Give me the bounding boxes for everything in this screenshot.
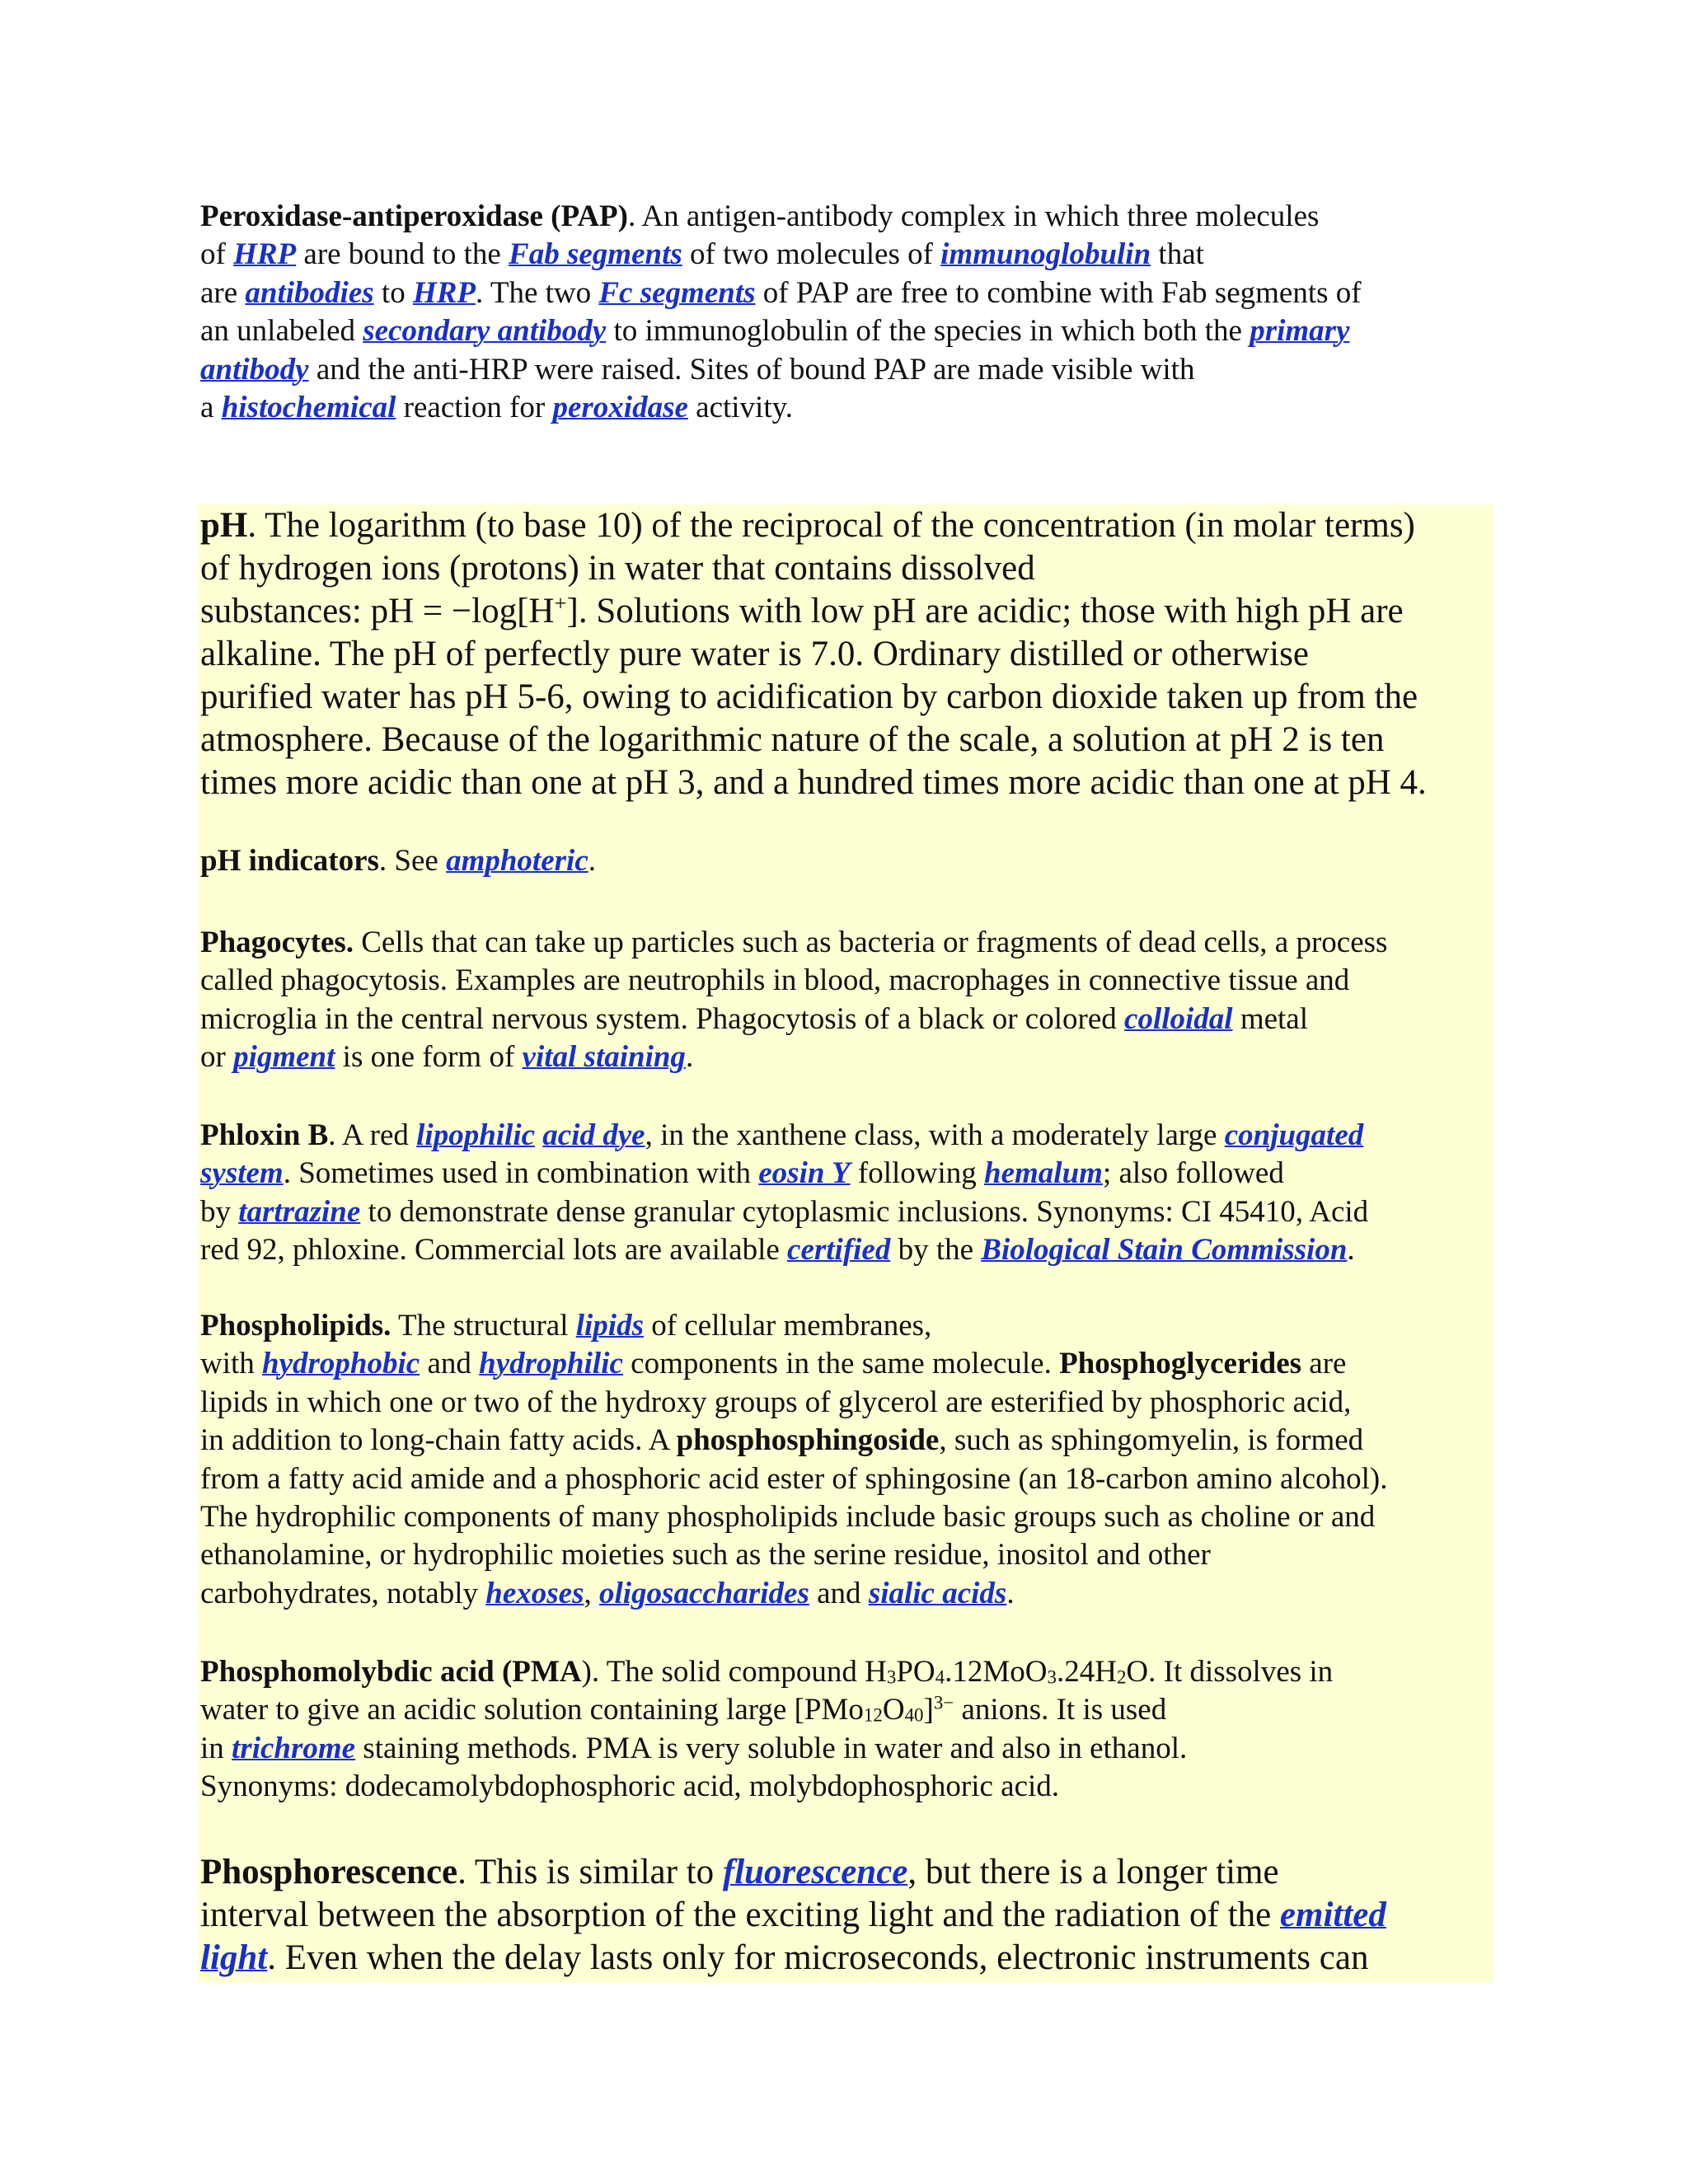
text: carbohydrates, notably [200,1576,486,1610]
text: , such as sphingomyelin, is formed [939,1423,1364,1458]
ph-line-7: times more acidic than one at pH 3, and a hundred times more acidic than one at pH 4. [200,763,1427,802]
link-antibodies[interactable]: antibodies [245,275,374,310]
text: are [1301,1347,1347,1381]
text: substances: pH = −log[H [200,592,555,630]
entry-phospholipids [200,1307,1490,1613]
pap-line-6 [200,389,1490,427]
phloxin-line-4 [200,1231,1490,1269]
entry-phosphorescence [200,1851,1490,1980]
link-trichrome[interactable]: trichrome [232,1731,356,1765]
phospho-line-4 [200,1422,1490,1460]
phago-line-3 [200,1001,1490,1038]
text: by [200,1194,239,1229]
link-fab-segments[interactable]: Fab segments [509,237,682,272]
pap-line-5 [200,351,1490,389]
link-histochemical[interactable]: histochemical [221,391,396,425]
text: reaction for [396,391,553,425]
text: of PAP are free to combine with Fab segments of [755,275,1362,310]
superscript: + [554,590,567,616]
term-ph: pH [200,506,248,545]
text: metal [1232,1001,1308,1036]
ph-line-6: atmosphere. Because of the logarithmic nature of the scale, a solution at pH 2 is ten [200,720,1385,759]
ph-line-1 [200,504,1490,547]
phospho-line-3: lipids in which one or two of the hydroxy groups of glycerol are esterified by phosphoric acid, [200,1385,1352,1419]
text: of [200,237,234,272]
phosph-line-3 [200,1937,1490,1980]
text: of two molecules of [682,237,941,272]
text: . See [378,844,447,878]
text: ] [923,1693,934,1727]
phosph-line-1 [200,1851,1490,1894]
link-colloidal[interactable]: colloidal [1124,1001,1233,1036]
link-immunoglobulin[interactable]: immunoglobulin [940,237,1151,272]
link-hrp-2[interactable]: HRP [412,275,476,310]
subscript: 3 [886,1666,897,1688]
entry-pma [200,1653,1490,1807]
link-acid-dye[interactable]: acid dye [542,1118,645,1152]
ph-line-2: of hydrogen ions (protons) in water that contains dissolved [200,549,1035,588]
entry-phagocytes [200,924,1490,1077]
link-vital-staining[interactable]: vital staining [522,1040,686,1075]
text: O [882,1693,905,1727]
link-fluorescence[interactable]: fluorescence [722,1853,908,1891]
text: a [200,391,222,425]
entry-pap [200,198,1490,427]
ph-line-5: purified water has pH 5-6, owing to acidification by carbon dioxide taken up from the [200,677,1418,716]
phospho-line-1 [200,1307,1490,1345]
text: , but there is a longer time [907,1853,1279,1891]
text: of cellular membranes, [643,1309,932,1343]
text: is one form of [335,1040,523,1075]
text: . [1006,1576,1015,1610]
text: by the [890,1233,982,1268]
text: interval between the absorption of the exciting light and the radiation of the [200,1896,1280,1934]
subscript: 2 [1116,1666,1127,1688]
link-amphoteric[interactable]: amphoteric [446,844,588,878]
subscript: 3 [1047,1666,1057,1688]
entry-ph [200,504,1490,804]
text: with [200,1347,263,1381]
link-primary-antibody[interactable]: primary [1250,314,1350,349]
link-hrp[interactable]: HRP [233,237,297,272]
link-hemalum[interactable]: hemalum [984,1156,1103,1191]
text: . [685,1040,694,1075]
text: that [1151,237,1204,272]
text: in [200,1731,232,1765]
term-phospholipids: Phospholipids. [200,1309,392,1343]
phloxin-line-1 [200,1117,1490,1155]
link-pigment[interactable]: pigment [233,1040,335,1075]
link-lipids[interactable]: lipids [575,1309,644,1343]
term-ph-indicators: pH indicators [200,844,379,878]
pma-line-2 [200,1691,1490,1729]
phospho-line-2 [200,1345,1490,1383]
term-pap: Peroxidase-antiperoxidase (PAP) [200,199,628,233]
text: following [850,1156,985,1191]
entry-phloxin-b [200,1117,1490,1270]
text: staining methods. PMA is very soluble in water and also in ethanol. [355,1731,1188,1765]
text: or [200,1040,234,1075]
text: , [584,1576,599,1610]
text: PO [896,1655,935,1689]
text: . Sometimes used in combination with [283,1156,759,1191]
link-biological-stain-commission[interactable]: Biological Stain Commission [981,1233,1348,1268]
text: water to give an acidic solution containing large [PMo [200,1693,864,1727]
text: to immunoglobulin of the species in which both the [606,314,1250,349]
text: . This is similar to [457,1853,723,1891]
text: . An antigen-antibody complex in which three molecules [627,199,1320,233]
phospho-line-5: from a fatty acid amide and a phosphoric acid ester of sphingosine (an 18-carbon amino alcohol). [200,1461,1388,1496]
ph-line-3 [200,590,1490,633]
phospho-line-7: ethanolamine, or hydrophilic moieties such as the serine residue, inositol and other [200,1538,1211,1572]
text: to demonstrate dense granular cytoplasmic inclusions. Synonyms: CI 45410, Acid [360,1194,1369,1229]
text: and [809,1576,869,1610]
phosph-line-2 [200,1894,1490,1937]
text: in addition to long-chain fatty acids. A [200,1423,677,1458]
phloxin-line-2 [200,1155,1490,1193]
link-sialic-acids[interactable]: sialic acids [868,1576,1007,1610]
text: . [588,844,596,878]
text: to [373,275,413,310]
text: ; also followed [1102,1156,1284,1191]
link-peroxidase[interactable]: peroxidase [552,391,688,425]
pap-line-4 [200,312,1490,350]
text: and the anti-HRP were raised. Sites of bound PAP are made visible with [308,352,1195,387]
link-emitted-light[interactable]: emitted [1279,1896,1386,1934]
link-primary-antibody-cont[interactable]: antibody [200,352,309,387]
pap-line-3 [200,274,1490,312]
text: . The logarithm (to base 10) of the reciprocal of the concentration (in molar terms) [247,506,1415,545]
text: . The two [476,275,599,310]
link-fc-segments[interactable]: Fc segments [598,275,756,310]
link-conjugated-system-cont[interactable]: system [200,1156,284,1191]
text: anions. It is used [954,1693,1167,1727]
link-conjugated-system[interactable]: conjugated [1224,1118,1364,1152]
text: .24H [1056,1655,1117,1689]
subscript: 4 [935,1666,945,1688]
term-phagocytes: Phagocytes. [200,926,354,959]
phago-line-4 [200,1038,1490,1076]
subscript: 40 [904,1704,924,1726]
text: are bound to the [296,237,509,272]
term-phosphoglycerides: Phosphoglycerides [1059,1347,1302,1381]
superscript: 3− [933,1692,954,1713]
link-hexoses[interactable]: hexoses [485,1576,584,1610]
link-hydrophilic[interactable]: hydrophilic [479,1347,623,1381]
link-lipophilic[interactable]: lipophilic [416,1118,536,1152]
phospho-line-6: The hydrophilic components of many phospholipids include basic groups such as choline or and [200,1500,1376,1535]
pma-line-4: Synonyms: dodecamolybdophosphoric acid, molybdophosphoric acid. [200,1769,1060,1804]
phloxin-line-3 [200,1193,1490,1231]
link-secondary-antibody[interactable]: secondary antibody [363,314,607,349]
term-phosphorescence: Phosphorescence [200,1853,458,1891]
text: ]. Solutions with low pH are acidic; those with high pH are [566,592,1404,630]
term-phloxin-b: Phloxin B [200,1118,329,1152]
link-hydrophobic[interactable]: hydrophobic [262,1347,420,1381]
text: . A red [328,1118,417,1152]
pma-line-3 [200,1730,1490,1768]
link-eosin-y[interactable]: eosin Y [758,1156,851,1191]
text: . Even when the delay lasts only for microseconds, electronic instruments can [267,1938,1369,1977]
phospho-line-8 [200,1575,1490,1613]
term-phosphosphingoside: phosphosphingoside [676,1423,940,1458]
text: activity. [687,391,793,425]
text: microglia in the central nervous system. Phagocytosis of a black or colored [200,1001,1125,1036]
text: and [420,1347,480,1381]
ph-line-4: alkaline. The pH of perfectly pure water is 7.0. Ordinary distilled or otherwise [200,635,1309,673]
link-tartrazine[interactable]: tartrazine [238,1194,361,1229]
text: components in the same molecule. [622,1347,1060,1381]
link-certified[interactable]: certified [787,1233,891,1268]
text: The structural [391,1309,576,1343]
pap-line-2 [200,236,1490,274]
term-pma: Phosphomolybdic acid (PMA [200,1655,582,1689]
subscript: 12 [863,1704,883,1726]
entry-ph-indicators [200,842,1490,880]
text: O. It dissolves in [1126,1655,1334,1689]
link-oligosaccharides[interactable]: oligosaccharides [598,1576,809,1610]
text: an unlabeled [200,314,363,349]
text: .12MoO [945,1655,1048,1689]
link-emitted-light-cont[interactable]: light [200,1938,268,1977]
text: are [200,275,246,310]
text: Cells that can take up particles such as bacteria or fragments of dead cells, a process [354,926,1388,959]
text: . [1347,1233,1355,1268]
phago-line-2: called phagocytosis. Examples are neutrophils in blood, macrophages in connective tissue and [200,963,1350,998]
text: ). The solid compound H [581,1655,887,1689]
text: , in the xanthene class, with a moderately large [645,1118,1225,1152]
pap-line-1 [200,198,1490,236]
pma-line-1 [200,1653,1490,1691]
text: red 92, phloxine. Commercial lots are available [200,1233,788,1268]
phind-line-1 [200,842,1490,880]
phago-line-1 [200,924,1490,962]
